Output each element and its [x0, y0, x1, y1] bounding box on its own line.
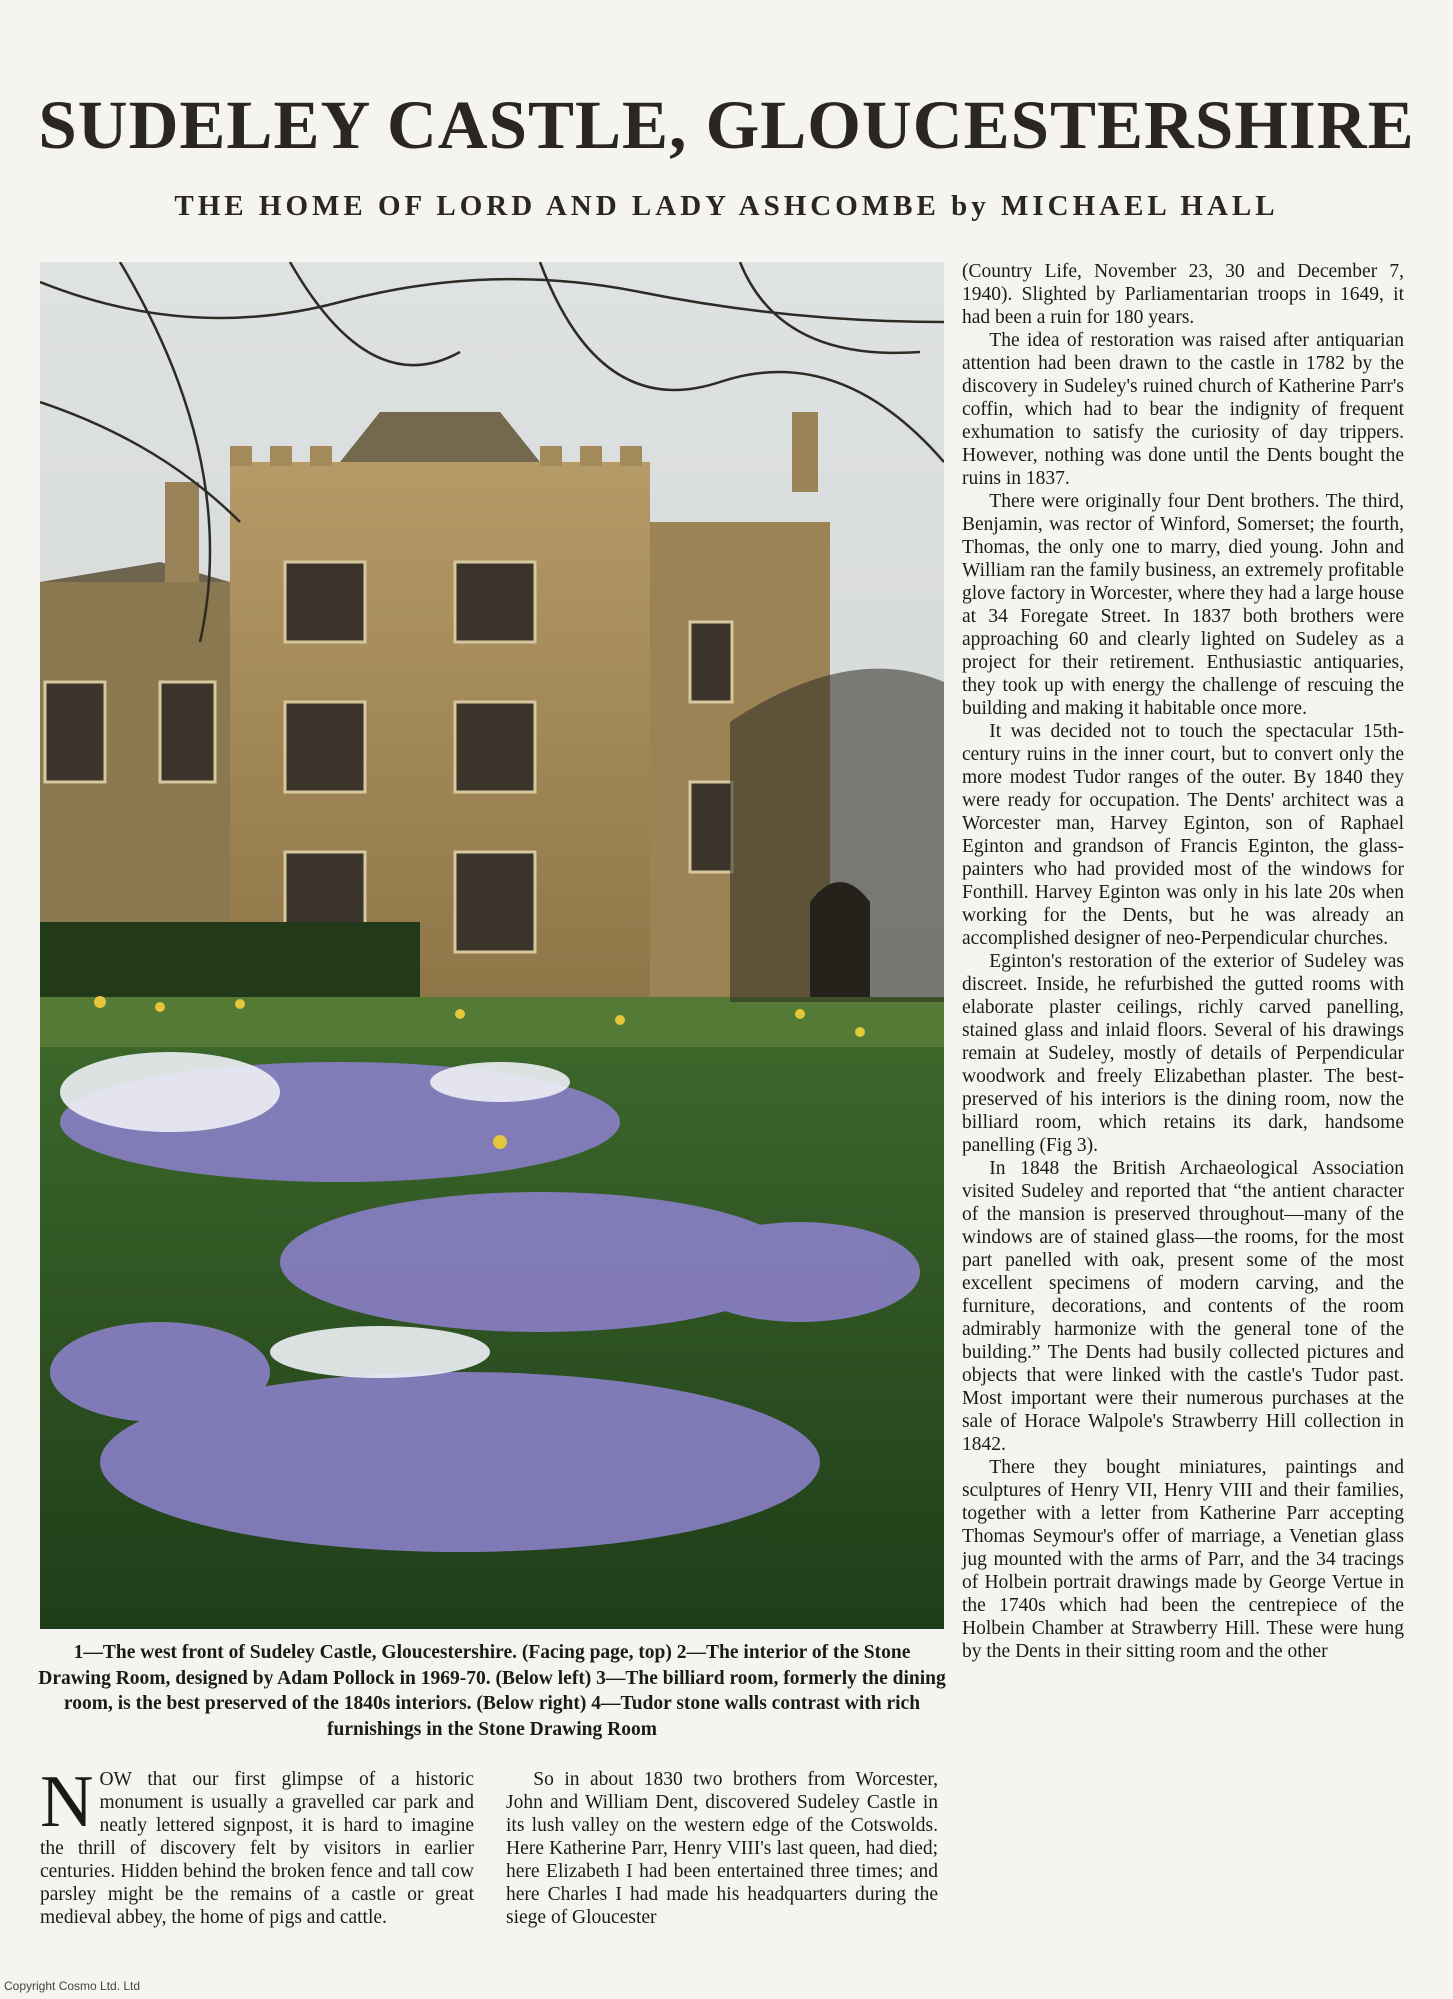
right-column: [962, 260, 1404, 1663]
right-paragraph: The idea of restoration was raised after antiquarian attention had been drawn to the castle in 1782 by the discovery in Sudeley's ruined church of Katherine Parr's coffin, which had to bear the indignity of frequent exhumation to satisfy the curiosity of day trippers. However, nothing was done until the Dents bought the ruins in 1837.: [962, 330, 1404, 489]
right-paragraph: In 1848 the British Archaeological Association visited Sudeley and reported that “the antient character of the mansion is preserved throughout—many of the windows are of stained glass—the rooms, for the most part panelled with oak, present some of the most excellent specimens of modern carving, and the furniture, decorations, and contents of the room admirably harmonize with the general tone of the building.” The Dents had busily collected pictures and objects that were linked with the castle's Tudor past. Most important were their numerous purchases at the sale of Horace Walpole's Strawberry Hill collection in 1842.: [962, 1158, 1404, 1455]
middle-column: [506, 1768, 938, 1929]
article-subtitle: THE HOME OF LORD AND LADY ASHCOMBE by MICHAEL HALL: [174, 190, 1279, 222]
intro-paragraph: [40, 1761, 474, 1929]
right-paragraph: It was decided not to touch the spectacular 15th-century ruins in the inner court, but to convert only the more modest Tudor ranges of the outer. By 1840 they were ready for occupation. The Dents' architect was a Worcester man, Harvey Eginton, son of Raphael Eginton and grandson of Francis Eginton, the glass-painters who had provided most of the windows for Fonthill. Harvey Eginton was only in his late 20s when working for the Dents, but he was already an accomplished designer of neo-Perpendicular churches.: [962, 721, 1404, 949]
right-paragraph: (Country Life, November 23, 30 and December 7, 1940). Slighted by Parliamentarian troops in 1649, it had been a ruin for 180 years.: [962, 261, 1404, 328]
photo-caption: 1—The west front of Sudeley Castle, Gloucestershire. (Facing page, top) 2—The interior of the Stone Drawing Room, designed by Adam Pollock in 1969-70. (Below left) 3—The billiard room, formerly the dining room, is the best preserved of the 1840s interiors. (Below right) 4—Tudor stone walls contrast with rich furnishings in the Stone Drawing Room: [38, 1642, 946, 1740]
right-paragraph: There were originally four Dent brothers. The third, Benjamin, was rector of Winford, Somerset; the fourth, Thomas, the only one to marry, died young. John and William ran the family business, an extremely profitable glove factory in Worcester, where they had a large house at 34 Foregate Street. In 1837 both brothers were approaching 60 and clearly lighted on Sudeley as a project for their retirement. Enthusiastic antiquaries, they took up with energy the challenge of rescuing the building and making it habitable once more.: [962, 491, 1405, 719]
right-paragraph: Eginton's restoration of the exterior of Sudeley was discreet. Inside, he refurbished the gutted rooms with elaborate plaster ceilings, richly carved panelling, stained glass and inlaid floors. Several of his drawings remain at Sudeley, mostly of details of Perpendicular woodwork and freely Elizabethan plaster. The best-preserved of his interiors is the dining room, now the billiard room, which retains its dark, handsome panelling (Fig 3).: [962, 951, 1404, 1156]
article-title: SUDELEY CASTLE, GLOUCESTERSHIRE: [38, 87, 1415, 163]
drop-cap: N: [40, 1761, 94, 1843]
middle-paragraph: So in about 1830 two brothers from Worcester, John and William Dent, discovered Sudeley Castle in its lush valley on the western edge of the Cotswolds. Here Katherine Parr, Henry VIII's last queen, had died; here Elizabeth I had been entertained three times; and here Charles I had made his headquarters during the siege of Gloucester: [506, 1769, 938, 1928]
intro-column: [40, 1761, 474, 1929]
copyright-credit: Copyright Cosmo Ltd. Ltd: [4, 1979, 141, 1993]
castle-photo: [40, 262, 944, 1629]
intro-text: OW that our first glimpse of a historic monument is usually a gravelled car park and neatly lettered signpost, it is hard to imagine the thrill of discovery felt by visitors in earlier centuries. Hidden behind the broken fence and tall cow parsley might be the remains of a castle or great medieval abbey, the home of pigs and cattle.: [40, 1769, 474, 1928]
right-paragraph: There they bought miniatures, paintings and sculptures of Henry VII, Henry VIII and their families, together with a letter from Katherine Parr accepting Thomas Seymour's offer of marriage, a Venetian glass jug mounted with the arms of Parr, and the 34 tracings of Holbein portrait drawings made by George Vertue in the 1740s which had been the centrepiece of the Holbein Chamber at Strawberry Hill. These were hung by the Dents in their sitting room and the other: [962, 1457, 1404, 1662]
